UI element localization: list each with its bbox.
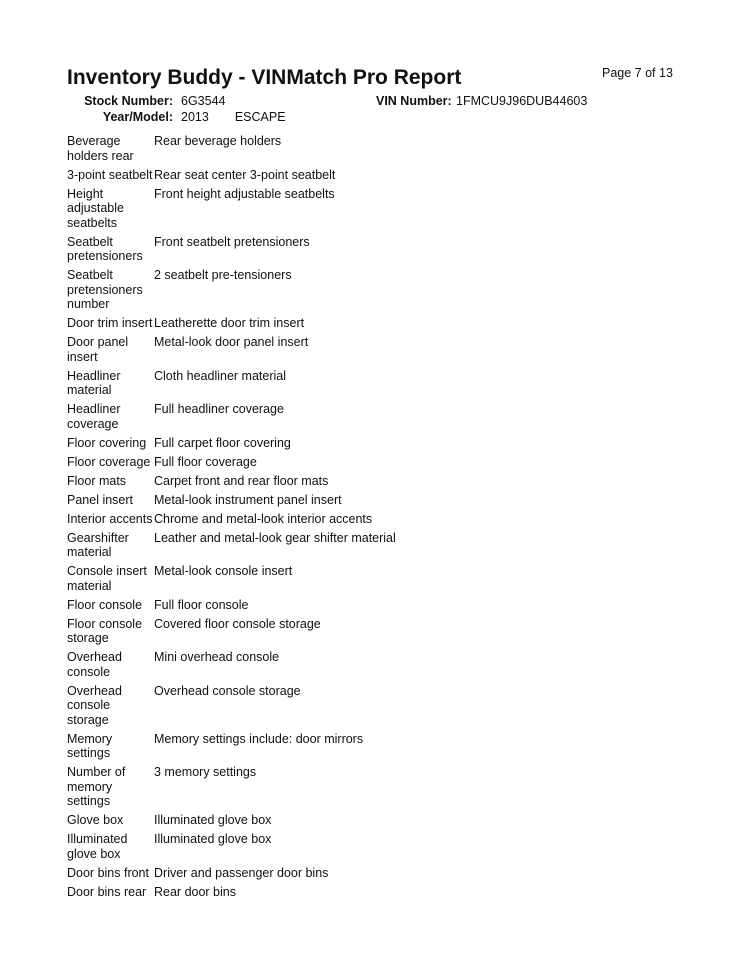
- feature-list: [67, 134, 487, 904]
- feature-name: Overhead console storage: [67, 683, 122, 727]
- year-model-label: Year/Model:: [102, 110, 173, 124]
- feature-row: [67, 493, 487, 508]
- feature-name: Glove box: [67, 813, 124, 827]
- feature-row: [67, 885, 487, 900]
- feature-row: [67, 684, 487, 728]
- feature-name: Door trim insert: [67, 316, 153, 330]
- feature-description: Memory settings include: door mirrors: [154, 731, 364, 746]
- feature-row: [67, 866, 487, 881]
- page-number: Page 7 of 13: [602, 66, 673, 80]
- feature-name: Floor coverage: [67, 454, 151, 469]
- feature-row: [67, 335, 487, 364]
- feature-row: [67, 765, 487, 809]
- feature-name: Console insert material: [67, 564, 147, 593]
- feature-row: [67, 268, 487, 312]
- feature-description: Rear beverage holders: [154, 134, 282, 148]
- feature-description: Overhead console storage: [154, 683, 301, 698]
- year-value: 2013: [181, 110, 209, 124]
- feature-row: [67, 369, 487, 398]
- feature-row: [67, 531, 487, 560]
- feature-name: Height adjustable seatbelts: [67, 186, 124, 230]
- feature-description: Illuminated glove box: [154, 832, 272, 846]
- feature-description: Rear door bins: [154, 884, 236, 899]
- feature-name: 3-point seatbelt: [67, 167, 153, 182]
- feature-description: Front seatbelt pretensioners: [154, 234, 310, 249]
- year-model-row: [67, 110, 286, 124]
- vin-value: 1FMCU9J96DUB44603: [456, 94, 588, 108]
- feature-row: [67, 474, 487, 489]
- feature-row: [67, 564, 487, 593]
- stock-number-label: Stock Number:: [84, 94, 173, 108]
- feature-row: [67, 813, 487, 828]
- feature-description: Cloth headliner material: [154, 368, 287, 383]
- feature-name: Headliner coverage: [67, 402, 121, 431]
- feature-description: Driver and passenger door bins: [154, 865, 329, 880]
- feature-row: [67, 436, 487, 451]
- feature-name: Beverage holders rear: [67, 134, 134, 163]
- feature-description: Full floor console: [154, 597, 249, 612]
- feature-description: Chrome and metal-look interior accents: [154, 511, 373, 526]
- feature-description: Full floor coverage: [154, 454, 257, 469]
- feature-description: Leather and metal-look gear shifter material: [154, 530, 396, 545]
- feature-row: [67, 187, 487, 231]
- feature-row: [67, 650, 487, 679]
- feature-description: Rear seat center 3-point seatbelt: [154, 167, 336, 182]
- report-title: Inventory Buddy - VINMatch Pro Report: [67, 66, 462, 89]
- stock-number-value: 6G3544: [181, 94, 226, 108]
- feature-name: Door bins rear: [67, 884, 147, 899]
- feature-name: Panel insert: [67, 492, 134, 507]
- feature-name: Floor mats: [67, 473, 127, 488]
- feature-row: [67, 402, 487, 431]
- feature-description: 2 seatbelt pre-tensioners: [154, 268, 292, 282]
- feature-row: [67, 455, 487, 470]
- feature-name: Seatbelt pretensioners: [67, 234, 143, 263]
- feature-name: Headliner material: [67, 368, 121, 397]
- feature-description: Front height adjustable seatbelts: [154, 186, 335, 201]
- feature-row: [67, 235, 487, 264]
- feature-description: Metal-look instrument panel insert: [154, 492, 342, 507]
- feature-name: Floor covering: [67, 435, 147, 450]
- feature-name: Number of memory settings: [67, 765, 126, 808]
- feature-name: Illuminated glove box: [67, 832, 128, 861]
- feature-description: Leatherette door trim insert: [154, 316, 305, 330]
- feature-description: 3 memory settings: [154, 765, 257, 779]
- feature-description: Illuminated glove box: [154, 813, 272, 827]
- stock-number-row: [67, 94, 225, 108]
- model-value: ESCAPE: [234, 110, 286, 124]
- feature-row: [67, 832, 487, 861]
- feature-name: Overhead console: [67, 650, 122, 679]
- feature-row: [67, 168, 487, 183]
- feature-name: Seatbelt pretensioners number: [67, 268, 143, 311]
- feature-name: Interior accents: [67, 511, 153, 526]
- feature-row: [67, 617, 487, 646]
- vin-label: VIN Number:: [376, 94, 452, 108]
- feature-description: Mini overhead console: [154, 650, 280, 664]
- feature-name: Door bins front: [67, 865, 149, 880]
- feature-name: Floor console: [67, 597, 143, 612]
- feature-row: [67, 512, 487, 527]
- feature-name: Door panel insert: [67, 335, 129, 364]
- feature-row: [67, 598, 487, 613]
- feature-description: Full carpet floor covering: [154, 435, 291, 450]
- feature-row: [67, 316, 487, 331]
- feature-name: Gearshifter material: [67, 530, 129, 559]
- feature-description: Metal-look console insert: [154, 564, 293, 578]
- feature-row: [67, 134, 487, 163]
- feature-description: Carpet front and rear floor mats: [154, 473, 329, 488]
- feature-description: Full headliner coverage: [154, 402, 284, 416]
- feature-row: [67, 732, 487, 761]
- feature-name: Memory settings: [67, 731, 113, 760]
- feature-description: Covered floor console storage: [154, 616, 321, 631]
- feature-description: Metal-look door panel insert: [154, 335, 309, 349]
- feature-name: Floor console storage: [67, 616, 143, 645]
